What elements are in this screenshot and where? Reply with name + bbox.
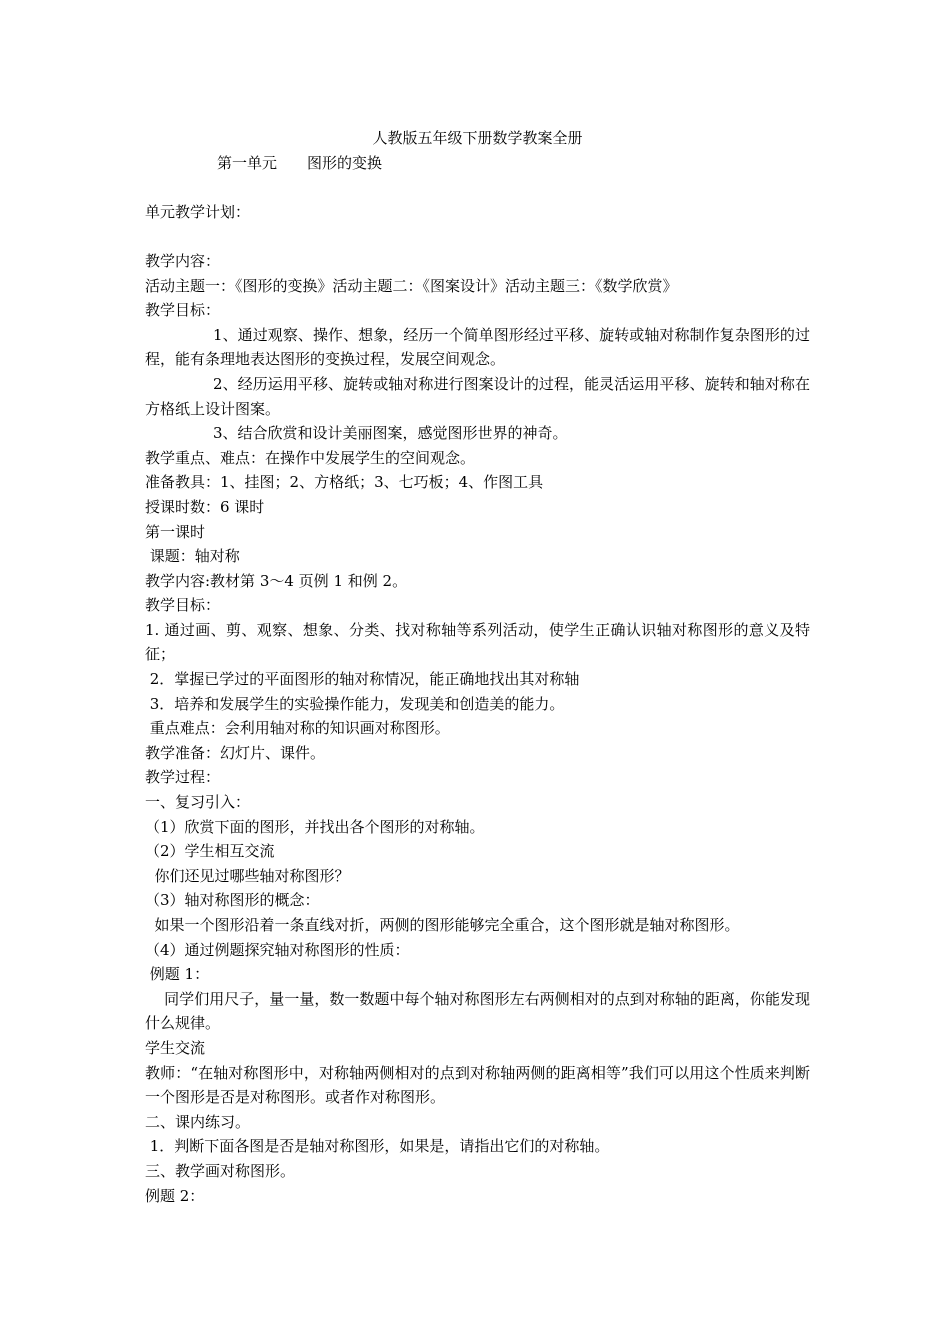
step1-d: （4）通过例题探究轴对称图形的性质： <box>145 940 410 959</box>
step1-heading: 一、复习引入： <box>145 793 251 812</box>
step1-b-question: 你们还见过哪些轴对称图形？ <box>145 866 350 885</box>
step2-item-1: 1．判断下面各图是否是轴对称图形，如果是，请指出它们的对称轴。 <box>145 1137 610 1156</box>
lesson1-topic: 课题：轴对称 <box>145 547 240 566</box>
lesson1-prep: 教学准备：幻灯片、课件。 <box>145 743 326 762</box>
goal-heading: 教学目标： <box>145 301 221 320</box>
step1-a: （1）欣赏下面的图形，并找出各个图形的对称轴。 <box>145 817 485 836</box>
lesson1-goal-1: 1. 通过画、剪、观察、想象、分类、找对称轴等系列活动，使学生正确认识轴对称图形的意义及特征； <box>145 620 810 664</box>
lesson1-content: 教学内容:教材第 3～4 页例 1 和例 2。 <box>145 571 408 590</box>
materials: 准备教具：1、挂图；2、方格纸；3、七巧板；4、作图工具 <box>145 473 544 492</box>
lesson1-keypoint: 重点难点：会利用轴对称的知识画对称图形。 <box>145 719 450 738</box>
process-heading: 教学过程： <box>145 768 221 787</box>
teacher-text: 教师：“在轴对称图形中，对称轴两侧相对的点到对称轴两侧的距离相等”我们可以用这个性质来判断一个图形是否是对称图形。或者作对称图形。 <box>145 1063 810 1107</box>
lesson1-goal-2: 2．掌握已学过的平面图形的轴对称情况，能正确地找出其对称轴 <box>145 670 580 689</box>
content-heading: 教学内容： <box>145 251 221 270</box>
step1-b: （2）学生相互交流 <box>145 842 275 861</box>
unit-title: 第一单元 图形的变换 <box>217 153 383 172</box>
goal-3: 3、结合欣赏和设计美丽图案，感觉图形世界的神奇。 <box>213 424 568 443</box>
hours: 授课时数：6 课时 <box>145 497 265 516</box>
step3-heading: 三、教学画对称图形。 <box>145 1161 296 1180</box>
goal-1: 1、通过观察、操作、想象，经历一个简单图形经过平移、旋转或轴对称制作复杂图形的过程，能有条理地表达图形的变换过程，发展空间观念。 <box>145 325 810 369</box>
student-exchange: 学生交流 <box>145 1038 206 1057</box>
document-title: 人教版五年级下册数学教案全册 <box>372 129 583 147</box>
step1-c-definition: 如果一个图形沿着一条直线对折，两侧的图形能够完全重合，这个图形就是轴对称图形。 <box>145 916 740 934</box>
blank-line <box>145 175 810 200</box>
example1-text: 同学们用尺子，量一量，数一数题中每个轴对称图形左右两侧相对的点到对称轴的距离，你能发现什么规律。 <box>145 989 810 1033</box>
step1-c: （3）轴对称图形的概念： <box>145 891 320 910</box>
lesson1-heading: 第一课时 <box>145 522 206 541</box>
goal-2: 2、经历运用平移、旋转或轴对称进行图案设计的过程，能灵活运用平移、旋转和轴对称在方格纸上设计图案。 <box>145 374 810 418</box>
key-points: 教学重点、难点：在操作中发展学生的空间观念。 <box>145 448 476 467</box>
document-page <box>145 126 810 1208</box>
example2-heading: 例题 2： <box>145 1186 205 1205</box>
activity-topics: 活动主题一：《图形的变换》活动主题二：《图案设计》活动主题三：《数学欣赏》 <box>145 276 678 295</box>
lesson1-goal-heading: 教学目标： <box>145 596 221 615</box>
blank-line <box>145 224 810 249</box>
plan-heading: 单元教学计划： <box>145 202 251 221</box>
example1-heading: 例题 1： <box>145 965 210 984</box>
step2-heading: 二、课内练习。 <box>145 1112 251 1131</box>
lesson1-goal-3: 3．培养和发展学生的实验操作能力，发现美和创造美的能力。 <box>145 694 565 713</box>
